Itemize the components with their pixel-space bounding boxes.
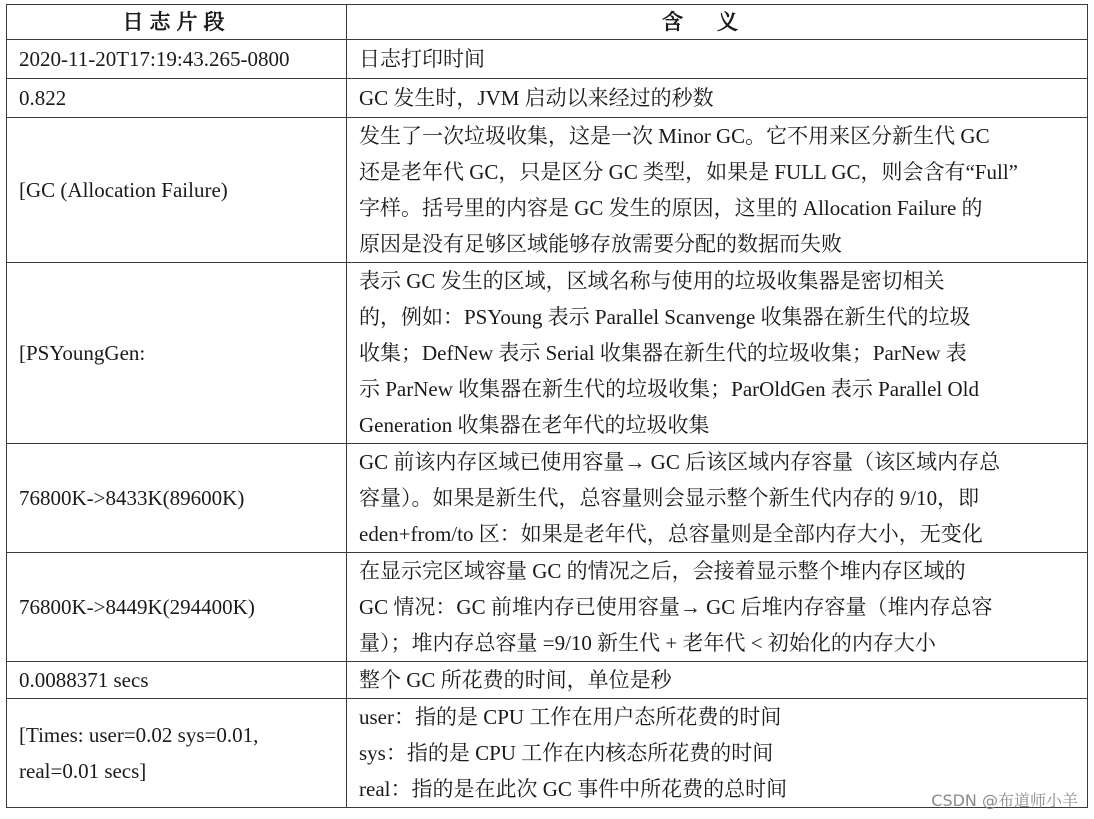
- meaning-line: real：指的是在此次 GC 事件中所花费的总时间: [359, 777, 788, 801]
- meaning-line: Generation 收集器在老年代的垃圾收集: [359, 413, 710, 437]
- meaning-line: 表示 GC 发生的区域，区域名称与使用的垃圾收集器是密切相关: [359, 269, 945, 293]
- table-body: [7, 40, 1088, 808]
- segment-line: [Times: user=0.02 sys=0.01,: [19, 723, 259, 747]
- segment-text: 76800K->8433K(89600K): [19, 486, 245, 510]
- segment-cell: [7, 118, 347, 263]
- segment-text: [GC (Allocation Failure): [19, 178, 228, 202]
- segment-text: 0.0088371 secs: [19, 668, 149, 692]
- segment-text: [PSYoungGen:: [19, 341, 146, 365]
- table-row: [7, 662, 1088, 699]
- meaning-cell: [347, 263, 1088, 444]
- meaning-line: 的，例如：PSYoung 表示 Parallel Scanvenge 收集器在新生代的垃圾: [359, 305, 971, 329]
- meaning-line: sys：指的是 CPU 工作在内核态所花费的时间: [359, 741, 774, 765]
- table-row: [7, 79, 1088, 118]
- segment-cell: [7, 79, 347, 118]
- meaning-line: user：指的是 CPU 工作在用户态所花费的时间: [359, 705, 782, 729]
- meaning-cell: [347, 553, 1088, 662]
- header-log-segment: 日志片段: [7, 5, 347, 40]
- segment-cell: [7, 699, 347, 808]
- table-row: [7, 40, 1088, 79]
- segment-text: 2020-11-20T17:19:43.265-0800: [19, 47, 290, 71]
- segment-line: real=0.01 secs]: [19, 759, 147, 783]
- header-meaning: 含义: [347, 5, 1088, 40]
- meaning-text: 整个 GC 所花费的时间，单位是秒: [359, 668, 672, 692]
- segment-cell: [7, 553, 347, 662]
- segment-cell: [7, 444, 347, 553]
- watermark: CSDN @布道师小羊: [931, 791, 1078, 810]
- meaning-line: 收集；DefNew 表示 Serial 收集器在新生代的垃圾收集；ParNew 表: [359, 341, 967, 365]
- segment-cell: [7, 662, 347, 699]
- table-row: [7, 553, 1088, 662]
- meaning-line: 字样。括号里的内容是 GC 发生的原因，这里的 Allocation Failure 的: [359, 196, 983, 220]
- segment-cell: [7, 40, 347, 79]
- gc-log-table: [6, 4, 1088, 808]
- table-header-row: [7, 5, 1088, 40]
- table-row: [7, 263, 1088, 444]
- segment-cell: [7, 263, 347, 444]
- meaning-line: 示 ParNew 收集器在新生代的垃圾收集；ParOldGen 表示 Parallel Old: [359, 377, 980, 401]
- meaning-line: GC 前该内存区域已使用容量→ GC 后该区域内存容量（该区域内存总: [359, 450, 1001, 474]
- table-row: [7, 444, 1088, 553]
- meaning-line: 还是老年代 GC，只是区分 GC 类型，如果是 FULL GC，则会含有“Full”: [359, 160, 1018, 184]
- table-row: [7, 118, 1088, 263]
- meaning-line: 容量）。如果是新生代，总容量则会显示整个新生代内存的 9/10，即: [359, 486, 980, 510]
- meaning-line: GC 情况：GC 前堆内存已使用容量→ GC 后堆内存容量（堆内存总容: [359, 595, 993, 619]
- meaning-cell: [347, 444, 1088, 553]
- meaning-cell: [347, 79, 1088, 118]
- meaning-cell: [347, 40, 1088, 79]
- meaning-line: 在显示完区域容量 GC 的情况之后，会接着显示整个堆内存区域的: [359, 559, 966, 583]
- meaning-cell: [347, 662, 1088, 699]
- meaning-line: 原因是没有足够区域能够存放需要分配的数据而失败: [359, 232, 842, 256]
- meaning-line: 量）；堆内存总容量 =9/10 新生代 + 老年代 < 初始化的内存大小: [359, 631, 936, 655]
- table-row: [7, 699, 1088, 808]
- meaning-cell: [347, 118, 1088, 263]
- segment-text: 76800K->8449K(294400K): [19, 595, 255, 619]
- gc-log-table-container: [6, 4, 1087, 808]
- meaning-text: GC 发生时，JVM 启动以来经过的秒数: [359, 86, 714, 110]
- segment-text: 0.822: [19, 86, 67, 110]
- meaning-text: 日志打印时间: [359, 47, 485, 71]
- meaning-line: eden+from/to 区：如果是老年代，总容量则是全部内存大小，无变化: [359, 522, 983, 546]
- meaning-line: 发生了一次垃圾收集，这是一次 Minor GC。它不用来区分新生代 GC: [359, 124, 990, 148]
